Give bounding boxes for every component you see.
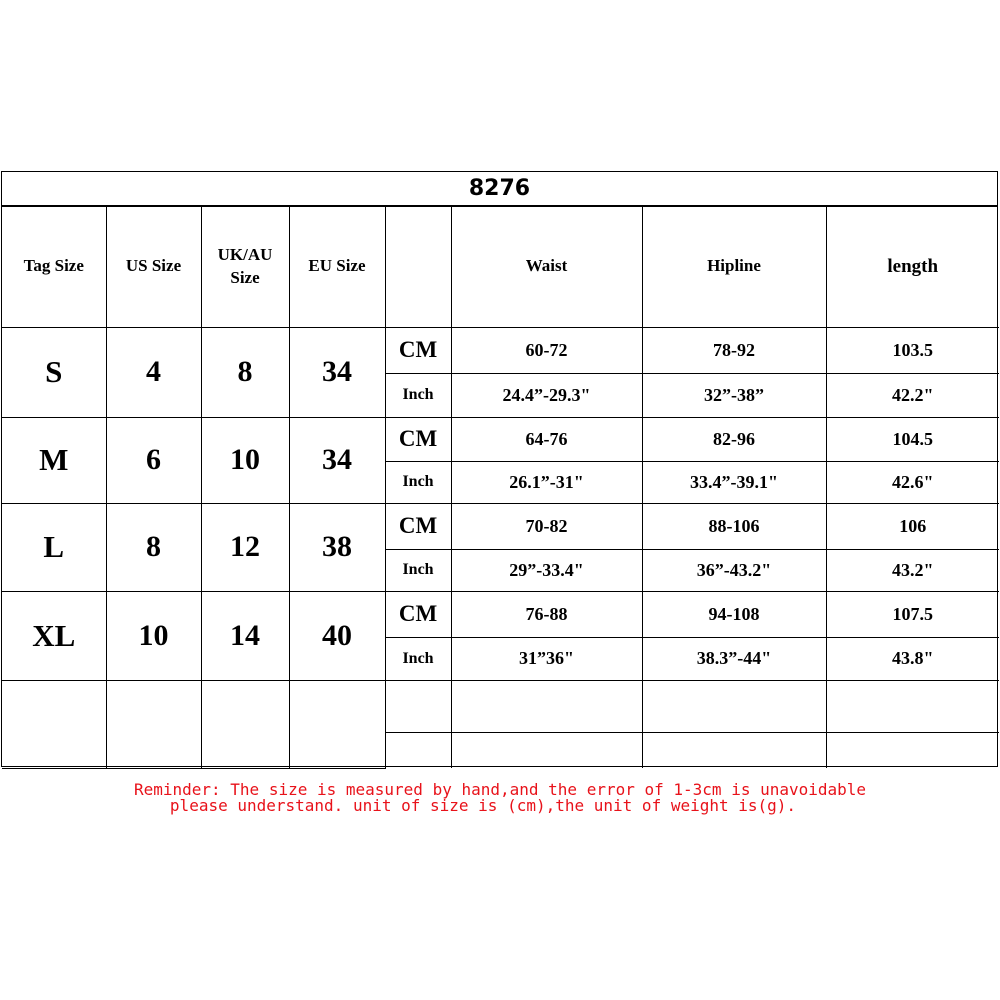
length-inch-cell: 42.2"	[826, 373, 999, 417]
chart-title: 8276	[2, 172, 997, 207]
hipline-cm-cell: 94-108	[642, 591, 826, 637]
reminder-note	[0, 782, 1000, 814]
empty-cell	[106, 680, 201, 768]
hipline-cm-cell: 88-106	[642, 503, 826, 549]
size-chart	[1, 171, 998, 767]
uk-size-cell: 8	[201, 327, 289, 417]
waist-inch-cell: 26.1”-31"	[451, 461, 642, 503]
length-cm-cell: 104.5	[826, 417, 999, 461]
reminder-line-2: please understand. unit of size is (cm),the unit of weight is(g).	[169, 796, 797, 815]
empty-cell	[642, 732, 826, 768]
tag-size-cell: XL	[2, 591, 106, 680]
header-eu-size: EU Size	[289, 207, 385, 327]
tag-size-cell: S	[2, 327, 106, 417]
header-us-size: US Size	[106, 207, 201, 327]
empty-cell	[385, 732, 451, 768]
eu-size-cell: 38	[289, 503, 385, 591]
empty-cell	[385, 680, 451, 732]
empty-cell	[826, 732, 999, 768]
us-size-cell: 4	[106, 327, 201, 417]
tag-size-cell: M	[2, 417, 106, 503]
hipline-cm-cell: 78-92	[642, 327, 826, 373]
empty-row	[2, 680, 999, 732]
waist-cm-cell: 70-82	[451, 503, 642, 549]
header-waist: Waist	[451, 207, 642, 327]
waist-inch-cell: 24.4”-29.3"	[451, 373, 642, 417]
unit-inch-cell: Inch	[385, 373, 451, 417]
header-length: length	[826, 207, 999, 327]
waist-inch-cell: 31”36"	[451, 637, 642, 680]
eu-size-cell: 34	[289, 327, 385, 417]
length-inch-cell: 43.2"	[826, 549, 999, 591]
empty-cell	[642, 680, 826, 732]
tag-size-cell: L	[2, 503, 106, 591]
size-table	[2, 207, 999, 769]
empty-cell	[451, 680, 642, 732]
waist-cm-cell: 64-76	[451, 417, 642, 461]
length-cm-cell: 106	[826, 503, 999, 549]
header-tag-size: Tag Size	[2, 207, 106, 327]
hipline-inch-cell: 36”-43.2"	[642, 549, 826, 591]
us-size-cell: 8	[106, 503, 201, 591]
unit-inch-cell: Inch	[385, 461, 451, 503]
length-cm-cell: 103.5	[826, 327, 999, 373]
waist-inch-cell: 29”-33.4"	[451, 549, 642, 591]
length-inch-cell: 43.8"	[826, 637, 999, 680]
waist-cm-cell: 76-88	[451, 591, 642, 637]
header-row	[2, 207, 999, 327]
table-row	[2, 327, 999, 373]
length-cm-cell: 107.5	[826, 591, 999, 637]
us-size-cell: 6	[106, 417, 201, 503]
eu-size-cell: 40	[289, 591, 385, 680]
unit-inch-cell: Inch	[385, 549, 451, 591]
hipline-inch-cell: 33.4”-39.1"	[642, 461, 826, 503]
table-row	[2, 417, 999, 461]
empty-cell	[451, 732, 642, 768]
uk-size-cell: 12	[201, 503, 289, 591]
unit-inch-cell: Inch	[385, 637, 451, 680]
empty-cell	[289, 680, 385, 768]
table-row	[2, 503, 999, 549]
header-hipline: Hipline	[642, 207, 826, 327]
empty-cell	[2, 680, 106, 768]
empty-cell	[201, 680, 289, 768]
table-row	[2, 591, 999, 637]
unit-cm-cell: CM	[385, 417, 451, 461]
hipline-inch-cell: 32”-38”	[642, 373, 826, 417]
length-inch-cell: 42.6"	[826, 461, 999, 503]
reminder-line-1: Reminder: The size is measured by hand,and the error of 1-3cm is unavoidable	[133, 780, 867, 799]
unit-cm-cell: CM	[385, 503, 451, 549]
hipline-inch-cell: 38.3”-44"	[642, 637, 826, 680]
header-unit	[385, 207, 451, 327]
waist-cm-cell: 60-72	[451, 327, 642, 373]
uk-size-cell: 10	[201, 417, 289, 503]
us-size-cell: 10	[106, 591, 201, 680]
uk-size-cell: 14	[201, 591, 289, 680]
unit-cm-cell: CM	[385, 327, 451, 373]
header-uk-au-size: UK/AU Size	[201, 207, 289, 327]
unit-cm-cell: CM	[385, 591, 451, 637]
hipline-cm-cell: 82-96	[642, 417, 826, 461]
eu-size-cell: 34	[289, 417, 385, 503]
empty-cell	[826, 680, 999, 732]
